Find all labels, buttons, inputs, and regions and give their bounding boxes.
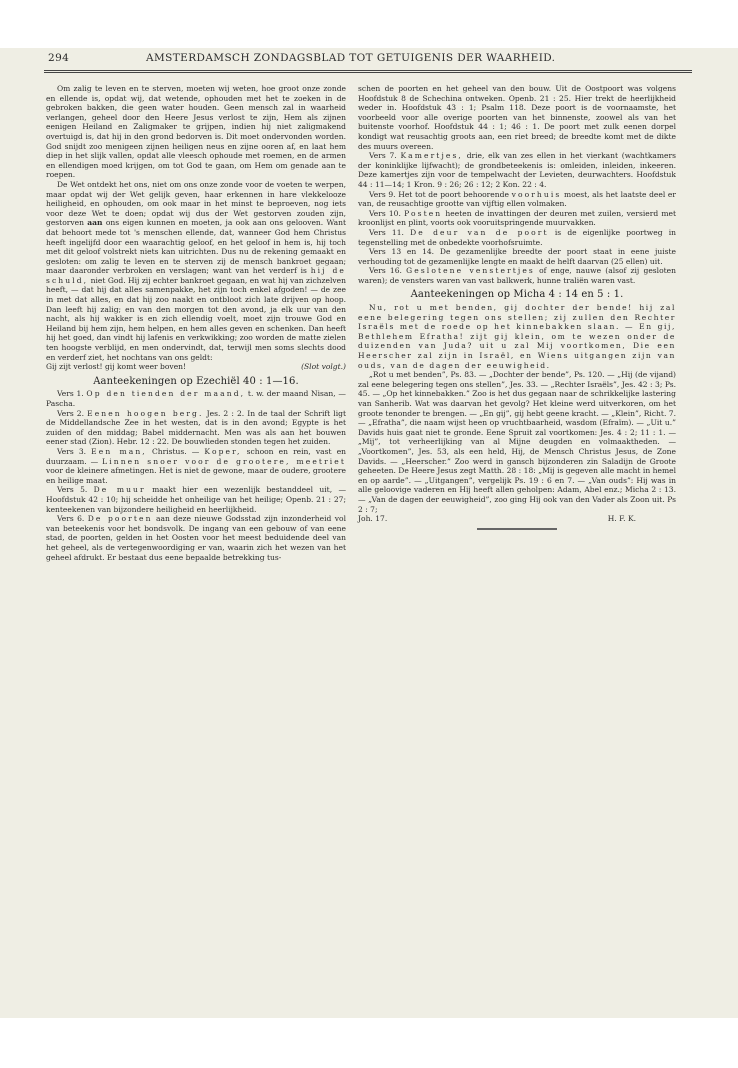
verse-note: Vers 5. De muur maakt hier een wezenlijk bestanddeel uit, — Hoofdstuk 42 : 10; hij scheidde het onheilige van het heilige; Openb. 21 : 27; kenteekenen van bijzondere heiligheid en heerlijkheid. xyxy=(46,485,347,514)
to-be-continued: (Slot volgt.) xyxy=(301,362,346,372)
closing-sentence: Gij zijt verlost! gij komt weer boven! xyxy=(46,362,187,372)
closing-line xyxy=(46,362,346,372)
left-column xyxy=(46,84,346,562)
header-rule-double xyxy=(44,72,692,73)
right-column xyxy=(358,84,676,530)
header-rule xyxy=(44,70,692,71)
verse-note: Vers 10. Posten heeten de invattingen der deuren met zuilen, versierd met kroonlijst en plint, voorts ook vooruitspringende muurvakken. xyxy=(358,208,677,228)
verse-note: Vers 1. Op den tienden der maand, t. w. der maand Nisan, — Pascha. xyxy=(46,389,346,408)
paragraph: Om zalig te leven en te sterven, moeten wij weten, hoe groot onze zonde en ellende is, opdat wij, dat wetende, ophouden met het te zoeken in de gebroken bakken, die geen water houden. Geen mensch zal in waarheid verlangen, geheel door den Heere Jesus verlost te zijn, Hem als zijnen eenigen Heiland en Zaligmaker te grijpen, indien hij niet zaligmakend overtuigd is, dat hij in den grond bedorven is. Dit moet ondervonden worden. God snijdt zoo menigeen zijnen heiligen neus en zijne ooren af, en laat hem diep in het slijk vallen, opdat alle vleesch ophoude met roemen, en de armen en ellendigen moed krijgen, om tot God te gaan, om Hem om genade aan te roepen. xyxy=(46,84,346,180)
paragraph: De Wet ontdekt het ons, niet om ons onze zonde voor de voeten te werpen, maar opdat wij der Wet gelijk geven, haar erkennen in hare vlekkelooze heiligheid, en ophouden, om ook maar in het minst te beproeven, nog iets voor deze Wet te doen; opdat wij dus der Wet gestorven zouden zijn, gestorven aan ons eigen kunnen en moeten, ja ook aan ons gelooven. Want dat behoort mede tot 's menschen ellende, dat, wanneer God hem Christus heeft ingelijfd door een waarachtig geloof, en het geloof in hem is, hij toch met dit geloof volstrekt niets kan uitrichten. Dus nu de rekening gemaakt en gesloten: om zalig te leven en te sterven zij de mensch bankroet gegaan; maar daaronder verbroken en verslagen; want van het verderf is hij de schuld, niet God. Hij zij echter bankroet gegaan, en wat hij van zichzelven heeft, — dat hij dat alles samenpakke, het zijn toch enkel afgoden! — de zee in met dat alles, en dat hij zoo naakt en ontbloot zich late drijven op hoop. Dan leeft hij zalig; en van den morgen tot den avond, ja elk uur van den nacht, als hij wakker is en zich ellendig voelt, moet zijn trouwe God en Heiland bij hem zijn, hem helpen, en hem alles geven en schenken. Dan heeft hij het goed, dan vindt hij lafenis en verkwikking; zoo worden de matte zielen ten hoogste verblijd, en men ondervindt, dat, terwijl men soms slechts dood en verderf ziet, het nochtans van ons geldt: xyxy=(46,179,346,362)
verse-note: Vers 3. Een man, Christus. — Koper, schoon en rein, vast en duurzaam. — Linnen snoer voor de grootere, meetriet voor de kleinere afmetingen. Het is niet de gewone, maar de oudere, grootere en heilige maat. xyxy=(46,446,347,485)
verse-note: Vers 13 en 14. De gezamenlijke breedte der poort staat in eene juiste verhouding tot de gezamenlijke lengte en maakt de helft daarvan (25 ellen) uit. xyxy=(358,247,676,266)
scripture-quote: Nu, rot u met benden, gij dochter der bende! hij zal eene belegering tegen ons stellen; zij zullen den Rechter Israëls met de roede op het kinnebakken slaan. — En gij, Bethlehem Efratha! zijt gij klein, om te wezen onder de duizenden van Juda? uit u zal Mij voortkomen, Die een Heerscher zal zijn in Israël, en Wiens uitgangen zijn van ouds, van de dagen der eeuwigheid. xyxy=(358,303,676,370)
verse-note: Vers 2. Eenen hoogen berg. Jes. 2 : 2. In de taal der Schrift ligt de Middellandsche Zee in het westen, dat is in den avond; Egypte is het zuiden of den middag; Babel middernacht. Men was als aan het bouwen eener stad (Zion). Hebr. 12 : 22. De bouwlieden stonden tegen het zuiden. xyxy=(46,408,346,447)
section-heading-micha: Aanteekeningen op Micha 4 : 14 en 5 : 1. xyxy=(410,289,624,301)
paragraph-continued: schen de poorten en het geheel van den bouw. Uit de Oostpoort was volgens Hoofdstuk 8 de Schechina ontweken. Openb. 21 : 25. Hier trekt de heerlijkheid weder in. Hoofdstuk 43 : 1; Psalm 118. Deze poort is de voornaamste, het voorbeeld voor alle overige poorten van het binnenste, zoowel als van het buitenste voorhof. Hoofdstuk 44 : 1; 46 : 1. De poort met zulk eenen dorpel kondigt wat reusachtig groots aan, een riet breed; de breedte komt met de dikte des muurs overeen. xyxy=(358,84,676,151)
newspaper-title: AMSTERDAMSCH ZONDAGSBLAD TOT GETUIGENIS DER WAARHEID. xyxy=(146,52,556,64)
section-heading-ezechiel: Aanteekeningen op Ezechiël 40 : 1—16. xyxy=(93,375,299,387)
verse-note: Vers 6. De poorten aan deze nieuwe Godsstad zijn inzonderheid vol van beteekenis voor het bondsvolk. De ingang van een gebouw of van eene stad, de poorten, gelden in het Oosten voor het meest beduidende deel van het geheel, als de vertegenwoordiging er van, waarin zich het wezen van het geheel afdrukt. Er bestaat dus eene bepaalde betrekking tus- xyxy=(46,514,346,562)
closing-line xyxy=(358,514,676,524)
commentary: „Rot u met benden”, Ps. 83. — „Dochter der bende”, Ps. 120. — „Hij (de vijand) zal eene belegering tegen ons stellen”, Jes. 33. — „Rechter Israëls”, Jes. 42 : 3; Ps. 45. — „Op het kinnebakken.” Zoo is het dus gegaan naar de schrikkelijke lastering van Sanherib. Wat was daarvan het gevolg? Het kleine werd uitverkoren, om het groote tenonder te brengen. — „En gij”, gij hebt geene kracht. — „Klein”, Richt. 7. — „Efratha”, die naam wijst heen op vruchtbaarheid, wasdom (Efraïm). — „Uit u.” Davids huis gaat niet te gronde. Eene Spruit zal voortkomen: Jes. 4 : 2; 11 : 1. — „Mij”, tot verheerlijking van al Mijne deugden en volmaaktheden. — „Voortkomen”, Jes. 53, als een held, Hij, de Mensch Christus Jesus, de Zone Davids. — „Heerscher.” Zoo werd in gansch bijzonderen zin Saladijn de Groote geheeten. De Heere Jesus zegt Matth. 28 : 18: „Mij is gegeven alle macht in hemel en op aarde”. — „Uitgangen”, vergelijk Ps. 19 : 6 en 7. — „Van ouds”: Hij was in alle geloovige vaderen en Hij heeft allen geholpen: Adam, Abel enz.; Micha 2 : 13. — „Van de dagen der eeuwigheid”, zoo ging Hij ook van den Vader als Zoon uit. Ps 2 : 7; xyxy=(358,370,676,514)
page-number: 294 xyxy=(48,52,70,64)
verse-note: Vers 7. Kamertjes, drie, elk van zes ellen in het vierkant (wachtkamers der koninklijke lijfwacht); de grondbeteekenis is: omleiden, inleiden, inkeeren. Deze kamertjes zijn voor de tempelwacht der Levieten, deurwachters. Hoofdstuk 44 : 11—14; 1 Kron. 9 : 26; 26 : 12; 2 Kon. 22 : 4. xyxy=(358,151,676,189)
reference: Joh. 17. xyxy=(358,514,388,524)
verse-note: Vers 9. Het tot de poort behoorende voorhuis moest, als het laatste deel er van, de reusachtige grootte van vijftig ellen volmaken. xyxy=(358,189,677,209)
page-header xyxy=(48,52,684,68)
verse-note: Vers 16. Geslotene venstertjes of enge, nauwe (alsof zij gesloten waren); de vensters waren van vast balkwerk, hunne traliën waren vast. xyxy=(358,266,676,285)
verse-note: Vers 11. De deur van de poort is de eigenlijke poortweg in tegenstelling met de onbedekte voorhofsruimte. xyxy=(358,227,677,247)
author-signature: H. F. K. xyxy=(607,514,636,524)
end-rule xyxy=(477,528,557,530)
